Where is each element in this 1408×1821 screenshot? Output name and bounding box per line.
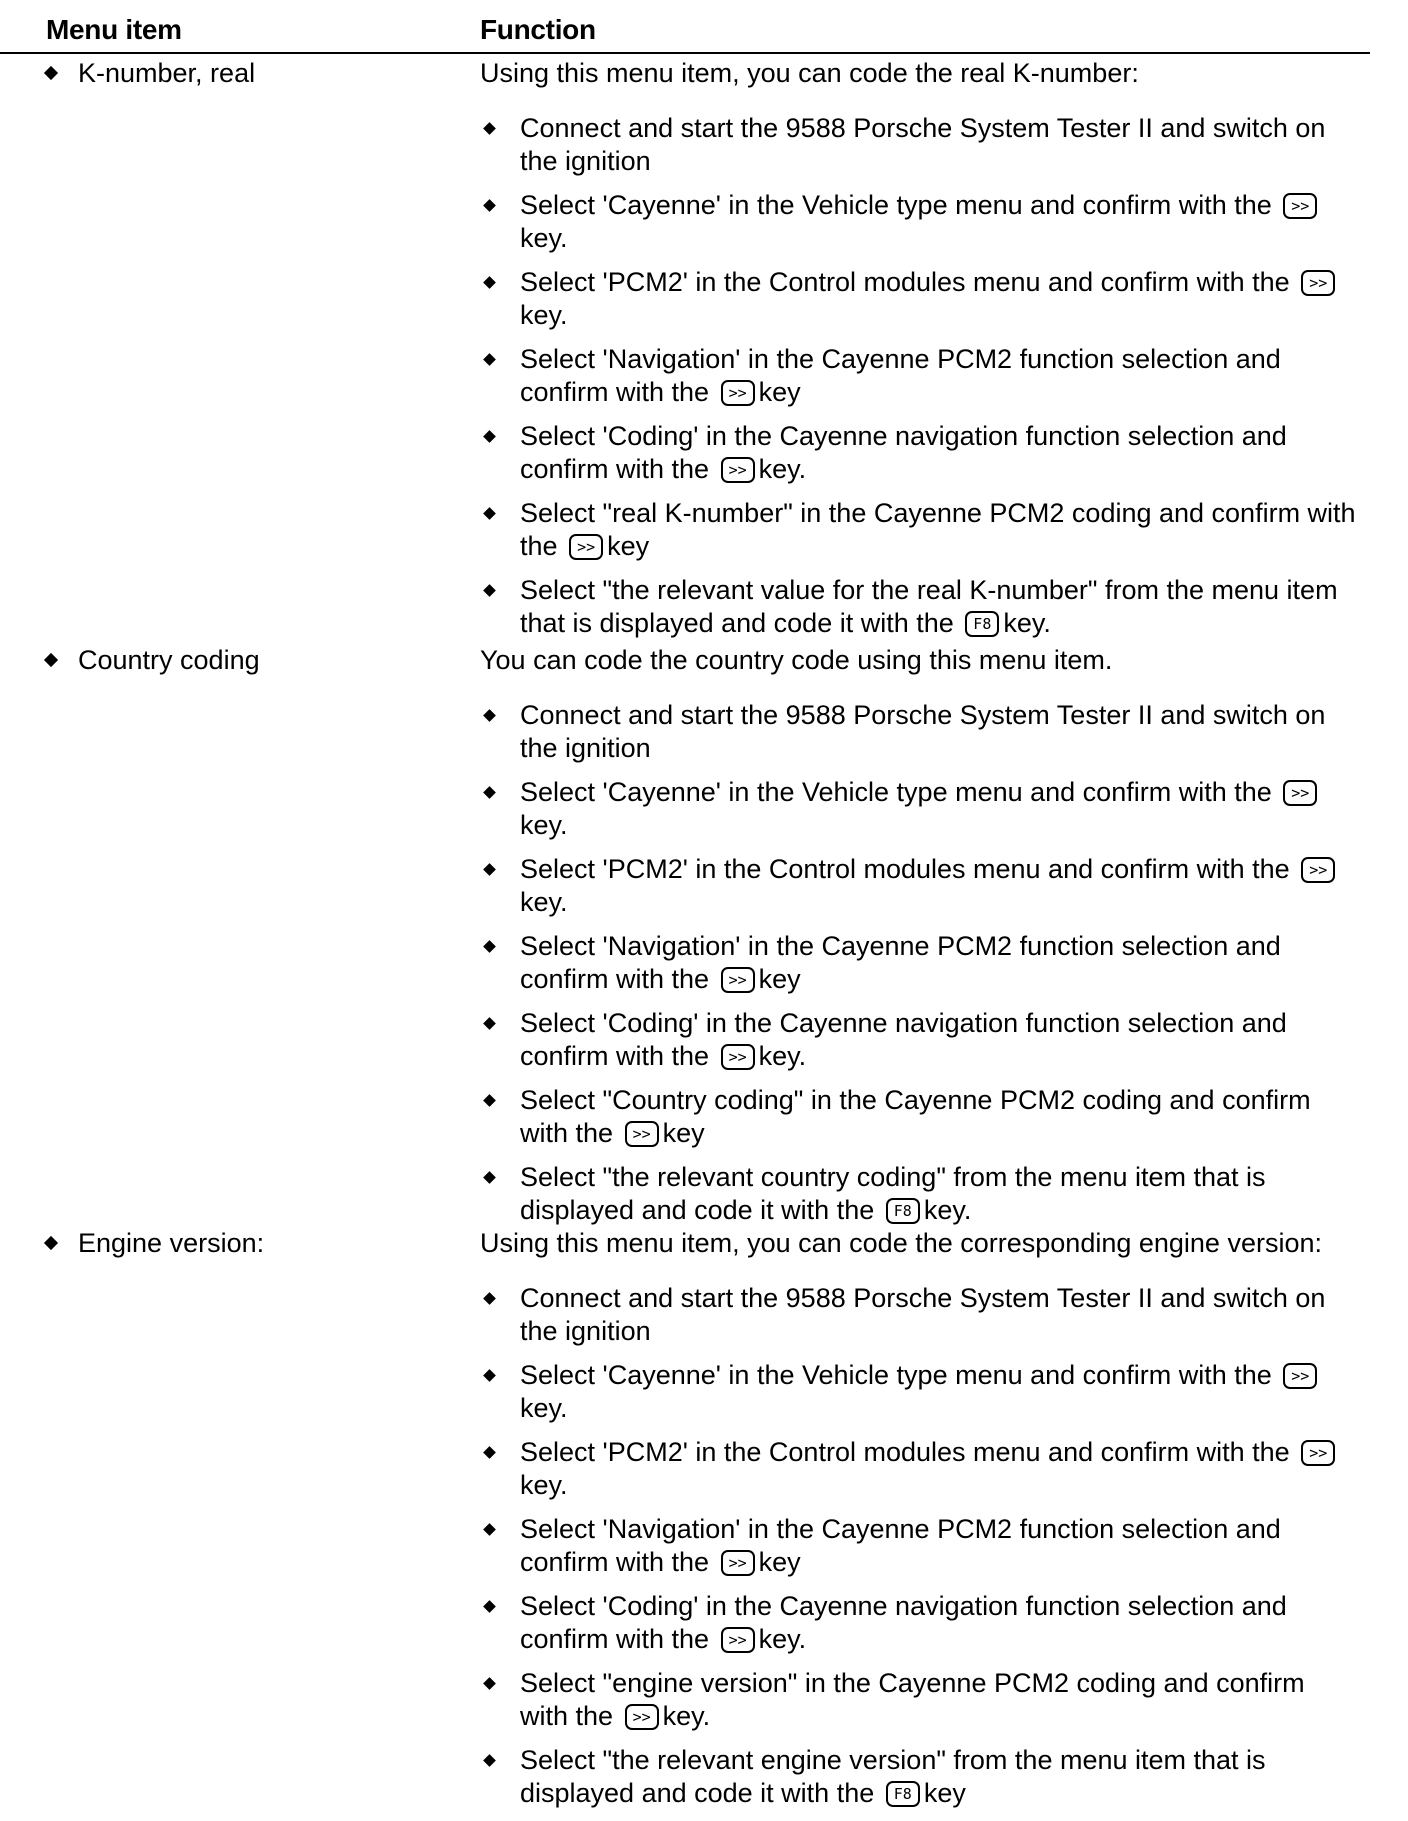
step-text: Select 'Cayenne' in the Vehicle type menu and confirm with the: [520, 777, 1272, 807]
list-item: [480, 1667, 1360, 1733]
forward-key-icon: >>: [721, 380, 755, 406]
list-item: [480, 189, 1360, 255]
bullet-icon: [483, 1369, 496, 1382]
step-suffix: key.: [520, 1393, 568, 1423]
step-suffix: key.: [1003, 608, 1051, 638]
bullet-icon: [483, 1446, 496, 1459]
list-item: [480, 1084, 1360, 1150]
forward-key-icon: >>: [1301, 270, 1335, 296]
bullet-icon: [483, 863, 496, 876]
step-text: Select 'Cayenne' in the Vehicle type menu and confirm with the: [520, 190, 1272, 220]
step-suffix: key.: [520, 1470, 568, 1500]
step-list: [480, 699, 1360, 1238]
step-suffix: key.: [662, 1701, 711, 1731]
step-list: [480, 112, 1360, 651]
list-item: [480, 1744, 1360, 1810]
list-item: [480, 1359, 1360, 1425]
bullet-icon: [483, 199, 496, 212]
step-text: Connect and start the 9588 Porsche System Tester II and switch on the ignition: [520, 1283, 1326, 1346]
list-item: [480, 1282, 1360, 1348]
step-text: Select 'Cayenne' in the Vehicle type menu and confirm with the: [520, 1360, 1272, 1390]
bullet-icon: [44, 1236, 58, 1250]
f8-key-icon: F8: [886, 1781, 920, 1807]
step-text: Select "the relevant engine version" from the menu item that is displayed and code it with the: [520, 1745, 1266, 1808]
bullet-icon: [483, 122, 496, 135]
step-text: Select 'Coding' in the Cayenne navigation function selection and confirm with the: [520, 421, 1287, 484]
bullet-icon: [483, 430, 496, 443]
bullet-icon: [483, 1094, 496, 1107]
bullet-icon: [483, 353, 496, 366]
list-item: [480, 1513, 1360, 1579]
menu-item-label: [46, 645, 260, 676]
step-suffix: key: [607, 531, 650, 561]
function-intro: Using this menu item, you can code the real K-number:: [480, 58, 1139, 88]
bullet-icon: [483, 1017, 496, 1030]
step-text: Connect and start the 9588 Porsche System Tester II and switch on the ignition: [520, 700, 1326, 763]
column-header-menu-item: Menu item: [46, 14, 182, 45]
step-suffix: key: [923, 1778, 966, 1808]
bullet-icon: [483, 1292, 496, 1305]
list-item: [480, 1161, 1360, 1227]
f8-key-icon: F8: [965, 611, 999, 637]
bullet-icon: [483, 1754, 496, 1767]
step-list: [480, 1282, 1360, 1821]
column-header-function: Function: [480, 14, 596, 45]
bullet-icon: [483, 276, 496, 289]
step-suffix: key: [662, 1118, 705, 1148]
step-suffix: key: [758, 964, 801, 994]
list-item: [480, 266, 1360, 332]
bullet-icon: [483, 584, 496, 597]
bullet-icon: [483, 940, 496, 953]
step-suffix: key.: [520, 223, 568, 253]
list-item: [480, 1007, 1360, 1073]
step-text: Select 'Navigation' in the Cayenne PCM2 function selection and confirm with the: [520, 344, 1281, 407]
step-suffix: key.: [758, 1624, 807, 1654]
bullet-icon: [483, 1600, 496, 1613]
forward-key-icon: >>: [1301, 857, 1335, 883]
step-text: Select "real K-number" in the Cayenne PCM2 coding and confirm with the: [520, 498, 1356, 561]
function-intro: You can code the country code using this menu item.: [480, 645, 1113, 675]
forward-key-icon: >>: [625, 1121, 659, 1147]
list-item: [480, 853, 1360, 919]
bullet-icon: [44, 653, 58, 667]
bullet-icon: [483, 1171, 496, 1184]
bullet-icon: [483, 786, 496, 799]
list-item: [480, 420, 1360, 486]
forward-key-icon: >>: [1301, 1440, 1335, 1466]
f8-key-icon: F8: [886, 1198, 920, 1224]
step-text: Select "Country coding" in the Cayenne PCM2 coding and confirm with the: [520, 1085, 1311, 1148]
step-suffix: key: [758, 377, 801, 407]
list-item: [480, 1590, 1360, 1656]
step-text: Select 'Coding' in the Cayenne navigation function selection and confirm with the: [520, 1008, 1287, 1071]
list-item: [480, 1436, 1360, 1502]
bullet-icon: [44, 66, 58, 80]
bullet-icon: [483, 709, 496, 722]
forward-key-icon: >>: [721, 1627, 755, 1653]
step-text: Select 'Navigation' in the Cayenne PCM2 function selection and confirm with the: [520, 1514, 1281, 1577]
list-item: [480, 699, 1360, 765]
step-suffix: key.: [520, 887, 568, 917]
step-suffix: key.: [923, 1195, 972, 1225]
forward-key-icon: >>: [1283, 1363, 1317, 1389]
forward-key-icon: >>: [721, 1044, 755, 1070]
list-item: [480, 497, 1360, 563]
step-suffix: key.: [758, 454, 807, 484]
step-suffix: key: [758, 1547, 801, 1577]
list-item: [480, 574, 1360, 640]
list-item: [480, 930, 1360, 996]
step-text: Connect and start the 9588 Porsche System Tester II and switch on the ignition: [520, 113, 1326, 176]
list-item: [480, 343, 1360, 409]
step-text: Select 'PCM2' in the Control modules menu and confirm with the: [520, 854, 1290, 884]
function-intro: Using this menu item, you can code the corresponding engine version:: [480, 1228, 1322, 1258]
forward-key-icon: >>: [1283, 780, 1317, 806]
step-suffix: key.: [520, 810, 568, 840]
list-item: [480, 776, 1360, 842]
menu-item-label: [46, 1228, 264, 1259]
step-text: Select 'Coding' in the Cayenne navigation function selection and confirm with the: [520, 1591, 1287, 1654]
menu-item-label: [46, 58, 255, 89]
forward-key-icon: >>: [625, 1704, 659, 1730]
forward-key-icon: >>: [721, 1550, 755, 1576]
menu-item-text: K-number, real: [78, 58, 256, 88]
bullet-icon: [483, 1677, 496, 1690]
forward-key-icon: >>: [1283, 193, 1317, 219]
step-text: Select 'PCM2' in the Control modules menu and confirm with the: [520, 1437, 1290, 1467]
forward-key-icon: >>: [721, 457, 755, 483]
step-text: Select "engine version" in the Cayenne PCM2 coding and confirm with the: [520, 1668, 1305, 1731]
bullet-icon: [483, 1523, 496, 1536]
menu-item-text: Country coding: [78, 645, 260, 675]
step-suffix: key.: [758, 1041, 807, 1071]
step-text: Select "the relevant country coding" from the menu item that is displayed and code it with the: [520, 1162, 1266, 1225]
bullet-icon: [483, 507, 496, 520]
table-header: [0, 8, 1370, 54]
step-suffix: key.: [520, 300, 568, 330]
step-text: Select "the relevant value for the real K-number" from the menu item that is displayed and code it with the: [520, 575, 1338, 638]
step-text: Select 'Navigation' in the Cayenne PCM2 function selection and confirm with the: [520, 931, 1281, 994]
list-item: [480, 112, 1360, 178]
forward-key-icon: >>: [721, 967, 755, 993]
step-text: Select 'PCM2' in the Control modules menu and confirm with the: [520, 267, 1290, 297]
menu-item-text: Engine version:: [78, 1228, 265, 1258]
forward-key-icon: >>: [569, 534, 603, 560]
